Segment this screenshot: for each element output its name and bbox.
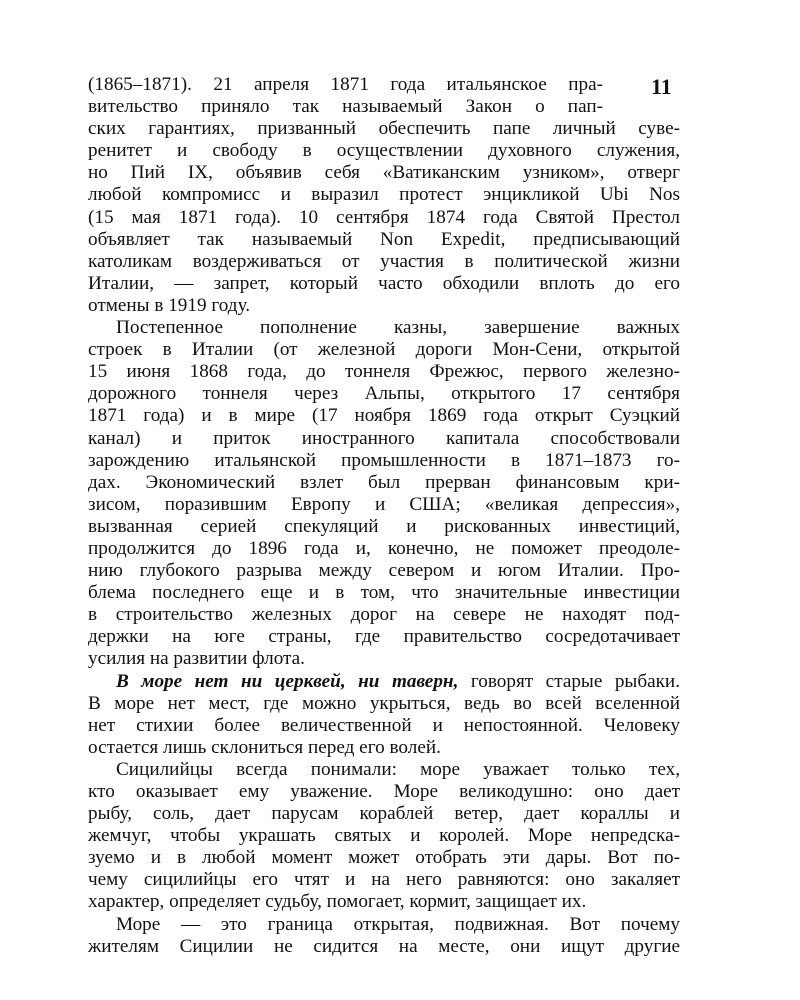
text-line: но Пий IX, объявив себя «Ватиканским узником», отверг [88, 162, 680, 184]
text-line: 15 июня 1868 года, до тоннеля Фрежюс, первого железно- [88, 361, 680, 383]
text-line: чему сицилийцы его чтят и на него равняются: оно закаляет [88, 869, 680, 891]
text-line: рыбу, соль, дает парусам кораблей ветер, дает кораллы и [88, 803, 680, 825]
text-line: вызванная серией спекуляций и рискованных инвестиций, [88, 515, 680, 537]
text-line: ренитет и свободу в осуществлении духовного служения, [88, 140, 680, 162]
text-line: дорожного тоннеля через Альпы, открытого 17 сентября [88, 383, 680, 405]
text-line: блема последнего еще и в том, что значительные инвестиции [88, 582, 680, 604]
text-line: дах. Экономический взлет был прерван финансовым кри- [88, 471, 680, 493]
text-line: держки на юге страны, где правительство сосредотачивает [88, 626, 680, 648]
text-line: объявляет так называемый Non Expedit, предписывающий [88, 228, 680, 250]
text-line: вительство приняло так называемый Закон о пап- [88, 96, 603, 118]
paragraph-start-line: Сицилийцы всегда понимали: море уважает только тех, [116, 758, 680, 780]
text-line: зисом, поразившим Европу и США; «великая депрессия», [88, 493, 680, 515]
text-line: зарождению итальянской промышленности в 1871–1873 го- [88, 449, 680, 471]
text-line: отмены в 1919 году. [88, 294, 251, 316]
text-line: жемчуг, чтобы украшать святых и королей. Море непредска- [88, 825, 680, 847]
text-fragment: говорят старые рыбаки. [458, 670, 680, 692]
text-line: католикам воздерживаться от участия в политической жизни [88, 250, 680, 272]
paragraph-start-line: Постепенное пополнение казны, завершение важных [116, 317, 680, 339]
text-line: в строительство железных дорог на севере не находят под- [88, 604, 680, 626]
text-line: нет стихии более величественной и непостоянной. Человеку [88, 714, 680, 736]
text-line: остается лишь склониться перед его волей. [88, 736, 441, 758]
text-line: характер, определяет судьбу, помогает, кормит, защищает их. [88, 891, 587, 913]
text-line: нию глубокого разрыва между севером и югом Италии. Про- [88, 560, 680, 582]
text-line: любой компромисс и выразил протест энцикликой Ubi Nos [88, 184, 680, 206]
text-line: (1865–1871). 21 апреля 1871 года итальянское пра- [88, 74, 603, 95]
text-line: продолжится до 1896 года и, конечно, не поможет преодоле- [88, 537, 680, 559]
text-line: В море нет мест, где можно укрыться, ведь во всей вселенной [88, 692, 680, 714]
text-line: канал) и приток иностранного капитала способствовали [88, 427, 680, 449]
paragraph-start-line: Море — это граница открытая, подвижная. Вот почему [116, 913, 680, 935]
italic-phrase: В море нет ни церквей, ни таверн, [116, 670, 459, 692]
text-line: усилия на развитии флота. [88, 648, 305, 670]
page-number: 11 [651, 74, 672, 99]
text-line: Италии, — запрет, который часто обходили вплоть до его [88, 272, 680, 294]
book-page-text [88, 74, 680, 958]
text-line: зуемо и в любой момент может отобрать эти дары. Вот по- [88, 847, 680, 869]
text-line: ских гарантиях, призванный обеспечить папе личный суве- [88, 118, 680, 140]
text-line: жителям Сицилии не сидится на месте, они ищут другие [88, 935, 680, 957]
text-line: 1871 года) и в мире (17 ноября 1869 года открыт Суэцкий [88, 405, 680, 427]
text-line: кто оказывает ему уважение. Море великодушно: оно дает [88, 781, 680, 802]
paragraph-start-line [88, 671, 680, 693]
text-line: строек в Италии (от железной дороги Мон-Сени, открытой [88, 339, 680, 361]
text-line: (15 мая 1871 года). 10 сентября 1874 года Святой Престол [88, 206, 680, 228]
